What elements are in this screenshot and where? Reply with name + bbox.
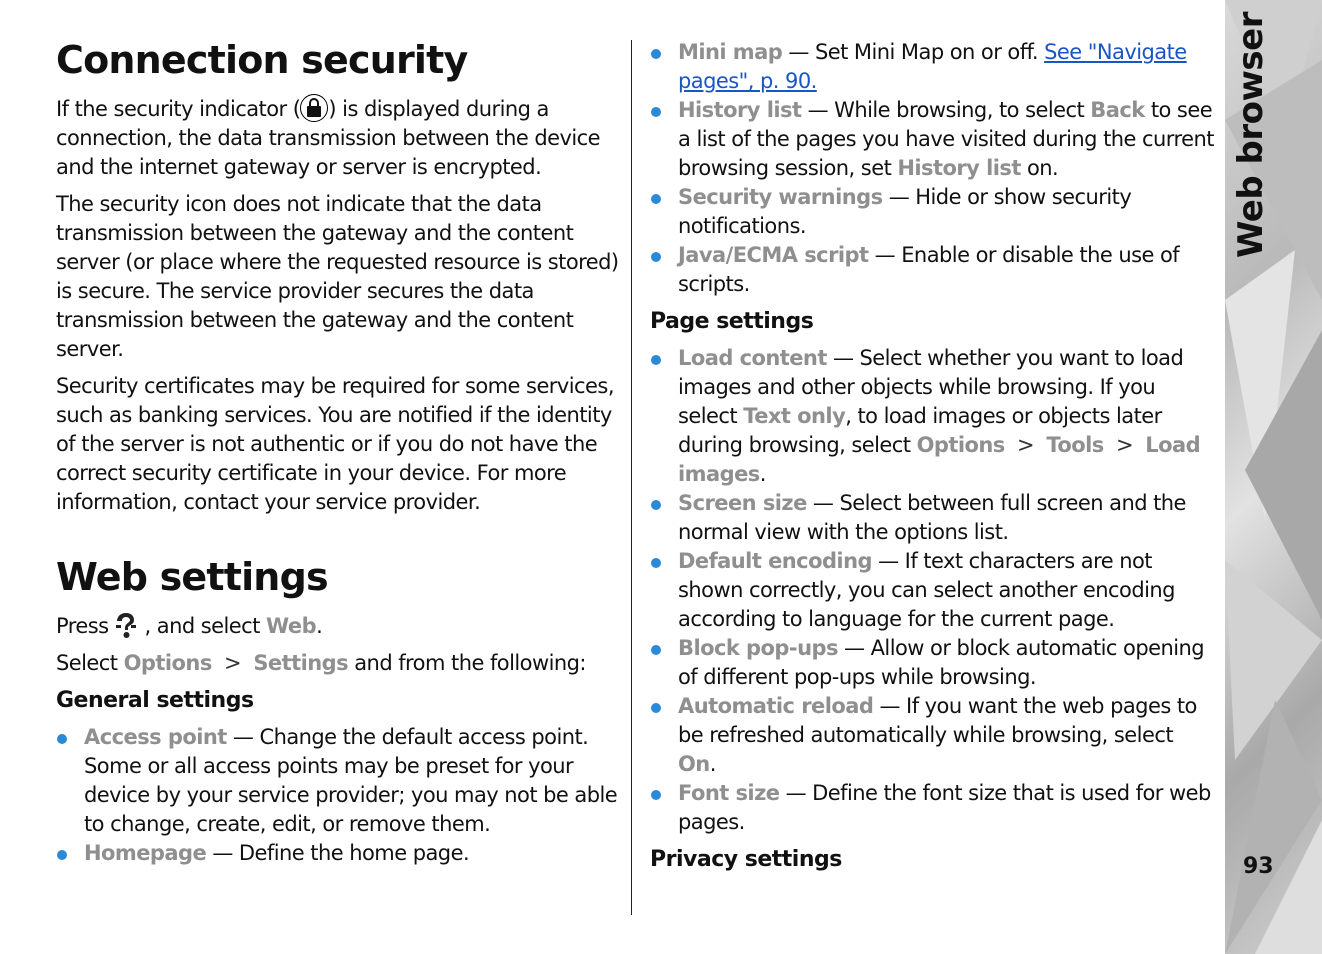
list-item <box>56 723 622 839</box>
left-column <box>56 30 622 876</box>
navigate-pages-link[interactable]: See "Navigate pages", p. 90. <box>678 40 1187 93</box>
keyword: Text only <box>743 404 846 428</box>
text-segment: If the security indicator ( <box>56 97 301 121</box>
text-segment: — While browsing, to select <box>801 98 1091 122</box>
text-segment: Press <box>56 614 109 638</box>
path-separator: > <box>1115 433 1133 457</box>
text-segment: — Select whether you want to load images and other objects while browsing. If you select <box>678 346 1184 428</box>
text-segment: — If text characters are not shown correctly, you can select another encoding according to language for the current page. <box>678 549 1175 631</box>
paragraph-certificates: Security certificates may be required for some services, such as banking services. You are notified if the identity of the server is not authentic or if you do not have the correct security certificate in your device. For more information, contact your service provider. <box>56 374 614 514</box>
text-segment: — Select between full screen and the normal view with the options list. <box>678 491 1186 544</box>
list-item <box>650 692 1216 779</box>
text-segment: and from the following: <box>354 651 586 675</box>
text-segment: Select <box>56 651 118 675</box>
text-segment: — Define the font size that is used for web pages. <box>678 781 1211 834</box>
keyword: Homepage <box>84 841 207 865</box>
keyword: Load content <box>678 346 827 370</box>
list-item <box>650 489 1216 547</box>
text-segment: to see a list of the pages you have visited during the current browsing session, set <box>678 98 1214 180</box>
paragraph-security-icon: The security icon does not indicate that the data transmission between the gateway and the content server (or place where the requested resource is stored) is secure. The service provider secures the data transmission between the gateway and the content server. <box>56 192 619 361</box>
keyword: Options <box>916 433 1005 457</box>
keyword: Java/ECMA script <box>678 243 869 267</box>
keyword: Automatic reload <box>678 694 874 718</box>
list-item <box>650 241 1216 299</box>
list-item <box>650 96 1216 183</box>
keyword: History list <box>897 156 1021 180</box>
list-item <box>650 779 1216 837</box>
text-segment: — Enable or disable the use of scripts. <box>678 243 1180 296</box>
heading-connection-security: Connection security <box>56 38 468 82</box>
lock-icon <box>300 94 328 122</box>
general-settings-list <box>56 723 622 868</box>
text-segment: . <box>709 752 716 776</box>
list-item <box>650 344 1216 489</box>
text-segment: ) is displayed during a connection, the data transmission between the device and the internet gateway or server is encrypted. <box>56 97 600 179</box>
text-segment: , to load images or objects later during browsing, select <box>678 404 1162 457</box>
keyword: Default encoding <box>678 549 872 573</box>
path-separator: > <box>224 651 242 675</box>
keyword: Load images <box>678 433 1201 486</box>
chapter-title: Web browser <box>1231 12 1271 258</box>
text-segment: , and select <box>144 614 260 638</box>
menu-key-icon <box>113 611 139 641</box>
keyword: Font size <box>678 781 780 805</box>
list-item <box>56 839 622 868</box>
keyword: Mini map <box>678 40 783 64</box>
paragraph-security-indicator <box>56 94 622 182</box>
page-number: 93 <box>1243 854 1274 879</box>
text-segment: — If you want the web pages to be refreshed automatically while browsing, select <box>678 694 1197 747</box>
paragraph-press <box>56 611 622 641</box>
heading-privacy-settings: Privacy settings <box>650 847 842 872</box>
keyword: Screen size <box>678 491 807 515</box>
text-segment: . <box>316 614 323 638</box>
paragraph-select <box>56 649 622 678</box>
chapter-sidebar <box>1225 0 1322 954</box>
path-separator: > <box>1017 433 1035 457</box>
text-segment: . <box>759 462 766 486</box>
text-segment: — Hide or show security notifications. <box>678 185 1132 238</box>
keyword: Security warnings <box>678 185 883 209</box>
heading-general-settings: General settings <box>56 688 254 713</box>
keyword: Block pop-ups <box>678 636 838 660</box>
general-settings-list-continued <box>650 38 1216 299</box>
list-item <box>650 183 1216 241</box>
heading-page-settings: Page settings <box>650 309 814 334</box>
text-segment: — Allow or block automatic opening of different pop-ups while browsing. <box>678 636 1205 689</box>
keyword-web: Web <box>266 614 317 638</box>
keyword: Back <box>1090 98 1145 122</box>
list-item <box>650 547 1216 634</box>
keyword-options: Options <box>123 651 212 675</box>
keyword-settings: Settings <box>253 651 349 675</box>
text-segment: on. <box>1020 156 1059 180</box>
text-segment: — Change the default access point. Some or all access points may be preset for your device by your service provider; you may not be able to change, create, edit, or remove them. <box>84 725 618 836</box>
heading-web-settings: Web settings <box>56 555 328 599</box>
column-divider <box>631 40 632 915</box>
list-item <box>650 634 1216 692</box>
keyword: History list <box>678 98 802 122</box>
text-segment: — Set Mini Map on or off. <box>782 40 1045 64</box>
keyword: Tools <box>1046 433 1104 457</box>
keyword: Access point <box>84 725 227 749</box>
text-segment: — Define the home page. <box>206 841 470 865</box>
right-column <box>650 38 1216 882</box>
list-item <box>650 38 1216 96</box>
page-settings-list <box>650 344 1216 837</box>
keyword: On <box>678 752 710 776</box>
